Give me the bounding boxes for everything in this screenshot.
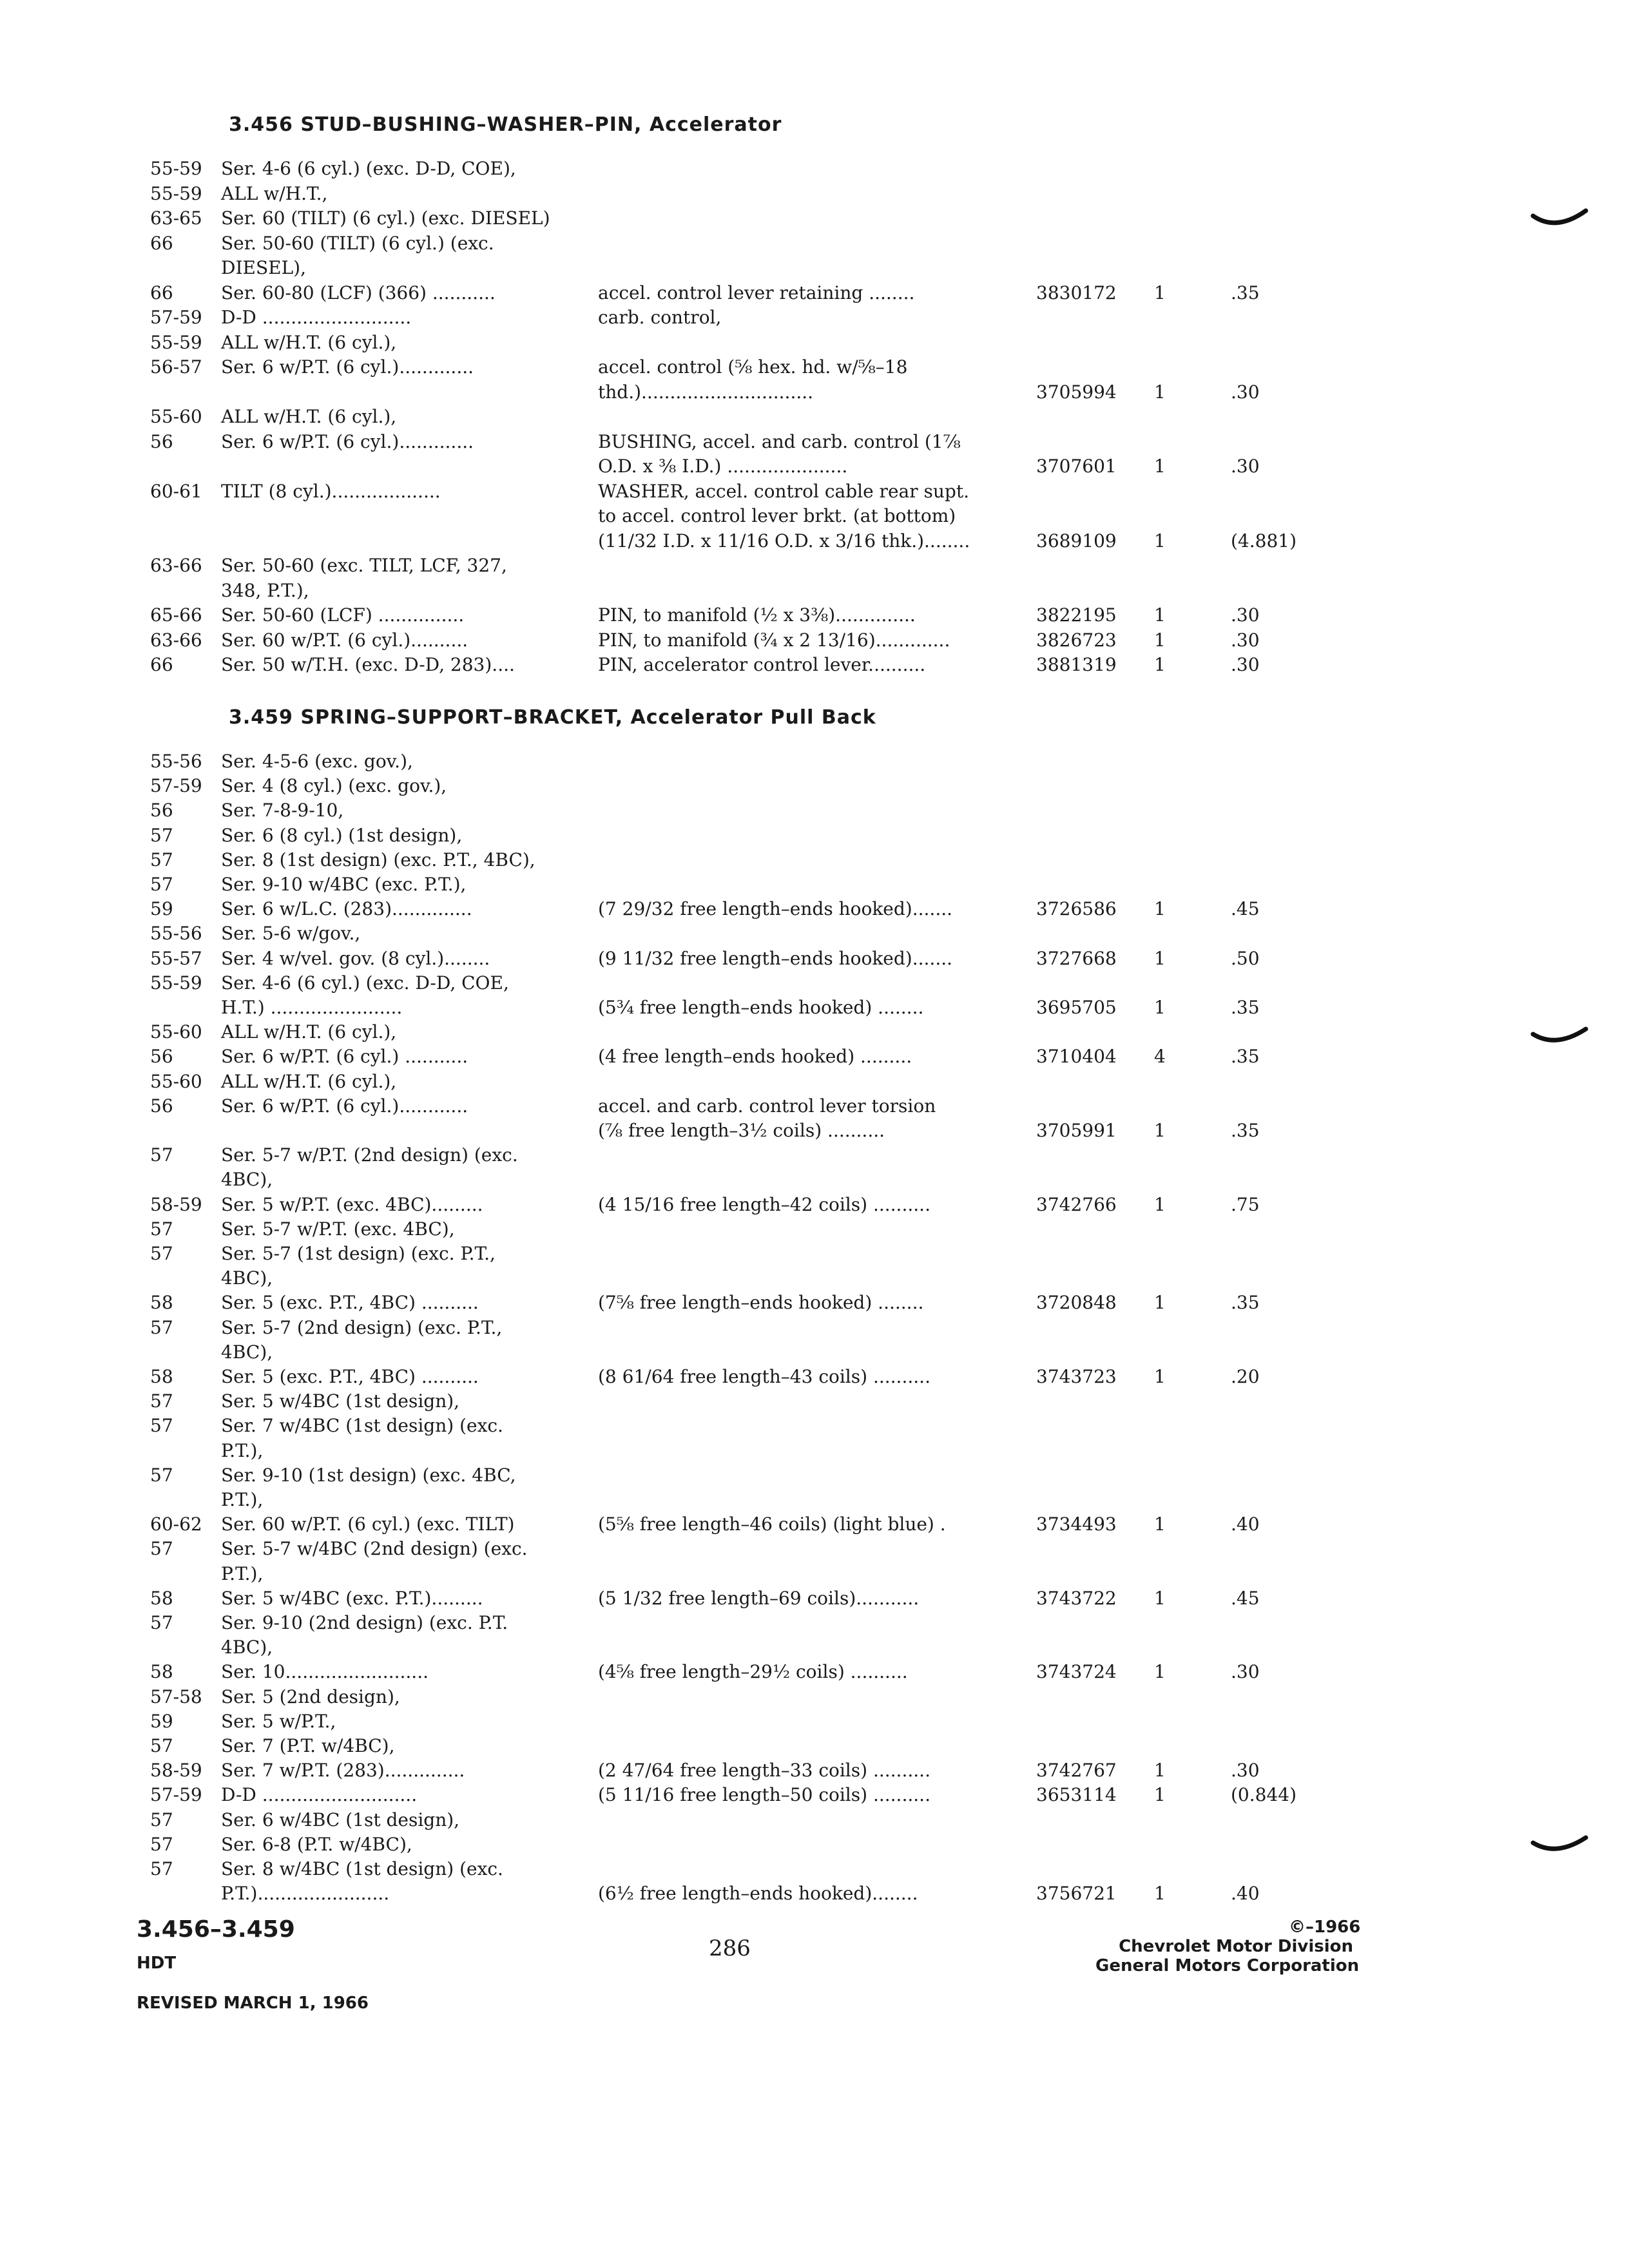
section-3459-row [0, 1389, 1629, 1414]
cell-price: (4.881) [1231, 530, 1297, 552]
cell-desc: (5 11/16 free length–50 coils) .......... [598, 1784, 930, 1806]
cell-desc: (7⅝ free length–ends hooked) ........ [598, 1292, 924, 1314]
cell-part-number: 3653114 [1036, 1784, 1117, 1806]
cell-year: 57-58 [150, 1686, 202, 1707]
cell-app: H.T.) ....................... [221, 997, 403, 1018]
cell-app: P.T.), [221, 1439, 264, 1461]
cell-part-number: 3830172 [1036, 282, 1117, 303]
footer-revised-date: REVISED MARCH 1, 1966 [137, 1994, 369, 2013]
cell-app: Ser. 5-6 w/gov., [221, 923, 361, 945]
cell-year: 57 [150, 1833, 173, 1855]
cell-app: 4BC), [221, 1169, 273, 1191]
section-3459-row [0, 1808, 1629, 1832]
cell-qty: 1 [1154, 1366, 1166, 1387]
section-3459-row [0, 995, 1629, 1020]
section-3459-row [0, 1168, 1629, 1192]
section-3456-row [0, 653, 1629, 677]
cell-qty: 1 [1154, 282, 1166, 303]
section-3459-row [0, 1242, 1629, 1266]
cell-qty: 1 [1154, 947, 1166, 969]
cell-year: 66 [150, 654, 173, 675]
section-3459-row [0, 1832, 1629, 1857]
cell-price: .30 [1231, 654, 1260, 675]
section-3459-row [0, 749, 1629, 774]
cell-price: .30 [1231, 604, 1260, 626]
cell-desc: (4 15/16 free length–42 coils) .......... [598, 1193, 930, 1215]
cell-app: Ser. 5 (2nd design), [221, 1686, 400, 1707]
section-3456-row [0, 182, 1629, 206]
section-3459-row [0, 1857, 1629, 1881]
cell-price: .20 [1231, 1366, 1260, 1387]
cell-desc: PIN, accelerator control lever.......... [598, 654, 926, 675]
section-3459-row [0, 1316, 1629, 1340]
cell-qty: 1 [1154, 604, 1166, 626]
cell-year: 57-59 [150, 307, 202, 328]
cell-app: ALL w/H.T., [221, 182, 328, 204]
cell-app: D-D .......................... [221, 307, 412, 328]
cell-app: Ser. 6-8 (P.T. w/4BC), [221, 1833, 412, 1855]
cell-year: 57 [150, 1218, 173, 1240]
cell-desc: (7 29/32 free length–ends hooked)....... [598, 898, 953, 920]
cell-year: 57-59 [150, 1784, 202, 1806]
section-3459-row [0, 1119, 1629, 1143]
cell-part-number: 3695705 [1036, 997, 1117, 1018]
page-number: 286 [709, 1936, 751, 1961]
section-3456-row [0, 305, 1629, 330]
section-3456-row [0, 430, 1629, 454]
cell-app: Ser. 5 w/P.T., [221, 1710, 336, 1732]
cell-qty: 1 [1154, 1784, 1166, 1806]
cell-year: 57 [150, 1144, 173, 1166]
cell-year: 66 [150, 232, 173, 254]
section-3459-row [0, 1512, 1629, 1537]
cell-app: DIESEL), [221, 257, 306, 278]
cell-qty: 1 [1154, 1120, 1166, 1141]
section-3459-row [0, 1685, 1629, 1709]
section-3456-row [0, 553, 1629, 578]
cell-price: .45 [1231, 1587, 1260, 1609]
cell-desc: to accel. control lever brkt. (at bottom) [598, 505, 956, 526]
cell-desc: (2 47/64 free length–33 coils) .......... [598, 1760, 930, 1782]
section-3459-row [0, 1635, 1629, 1660]
cell-year: 57 [150, 1464, 173, 1486]
cell-price: .30 [1231, 1661, 1260, 1683]
cell-app: Ser. 60 w/P.T. (6 cyl.).......... [221, 629, 468, 651]
cell-year: 57-59 [150, 775, 202, 797]
section-3459-row [0, 1611, 1629, 1635]
cell-year: 58-59 [150, 1760, 202, 1782]
cell-price: .35 [1231, 1292, 1260, 1314]
section-3456-row [0, 454, 1629, 479]
cell-year: 57 [150, 1858, 173, 1879]
cell-year: 57 [150, 1809, 173, 1831]
cell-app: ALL w/H.T. (6 cyl.), [221, 1070, 397, 1092]
cell-year: 55-59 [150, 158, 202, 179]
cell-price: .50 [1231, 947, 1260, 969]
cell-year: 58 [150, 1661, 173, 1683]
cell-app: Ser. 60 (TILT) (6 cyl.) (exc. DIESEL) [221, 207, 550, 229]
cell-part-number: 3743723 [1036, 1366, 1117, 1387]
cell-year: 56-57 [150, 356, 202, 378]
cell-qty: 1 [1154, 997, 1166, 1018]
cell-price: .35 [1231, 1120, 1260, 1141]
section-3456-row [0, 380, 1629, 405]
section-3459-row [0, 1758, 1629, 1783]
cell-app: Ser. 50-60 (TILT) (6 cyl.) (exc. [221, 232, 494, 254]
cell-part-number: 3743724 [1036, 1661, 1117, 1683]
cell-qty: 4 [1154, 1046, 1166, 1068]
section-3456-row [0, 256, 1629, 280]
cell-desc: (5 1/32 free length–69 coils)........... [598, 1587, 920, 1609]
cell-year: 57 [150, 1538, 173, 1560]
section-3456-row [0, 405, 1629, 429]
cell-year: 56 [150, 1046, 173, 1068]
cell-desc: carb. control, [598, 307, 722, 328]
cell-app: 4BC), [221, 1637, 273, 1658]
section-3459-row [0, 1020, 1629, 1044]
section-3459-row [0, 1881, 1629, 1906]
cell-price: .30 [1231, 456, 1260, 477]
cell-app: Ser. 6 w/P.T. (6 cyl.)............ [221, 1095, 468, 1117]
footer-copyright: ©–1966 [1289, 1917, 1361, 1937]
cell-app: Ser. 50-60 (exc. TILT, LCF, 327, [221, 555, 507, 576]
cell-app: P.T.), [221, 1489, 264, 1510]
section-3459-row [0, 1217, 1629, 1242]
cell-part-number: 3720848 [1036, 1292, 1117, 1314]
cell-year: 63-65 [150, 207, 202, 229]
cell-part-number: 3689109 [1036, 530, 1117, 552]
cell-qty: 1 [1154, 629, 1166, 651]
cell-year: 58 [150, 1587, 173, 1609]
section-3459-row [0, 1586, 1629, 1611]
cell-app: P.T.)....................... [221, 1883, 390, 1905]
cell-qty: 1 [1154, 530, 1166, 552]
cell-year: 55-59 [150, 331, 202, 353]
cell-price: .35 [1231, 1046, 1260, 1068]
cell-desc: (5¾ free length–ends hooked) ........ [598, 997, 924, 1018]
cell-app: 4BC), [221, 1341, 273, 1363]
cell-year: 55-60 [150, 1070, 202, 1092]
cell-app: Ser. 4-6 (6 cyl.) (exc. D-D, COE), [221, 158, 516, 179]
section-3459-row [0, 1463, 1629, 1488]
cell-app: Ser. 9-10 (1st design) (exc. 4BC, [221, 1464, 516, 1486]
cell-desc: accel. control (⅝ hex. hd. w/⅝–18 [598, 356, 908, 378]
cell-app: Ser. 5 (exc. P.T., 4BC) .......... [221, 1366, 479, 1387]
section-3456-row [0, 579, 1629, 603]
section-3459-row [0, 1439, 1629, 1463]
cell-year: 55-56 [150, 751, 202, 772]
section-3459-row [0, 1340, 1629, 1365]
cell-price: .30 [1231, 1760, 1260, 1782]
section-3459-row [0, 823, 1629, 848]
cell-qty: 1 [1154, 898, 1166, 920]
cell-qty: 1 [1154, 1587, 1166, 1609]
cell-part-number: 3707601 [1036, 456, 1117, 477]
cell-part-number: 3726586 [1036, 898, 1117, 920]
cell-app: Ser. 5 w/4BC (exc. P.T.)......... [221, 1587, 483, 1609]
section-3459-row [0, 798, 1629, 823]
cell-price: .40 [1231, 1883, 1260, 1905]
cell-desc: (4⅝ free length–29½ coils) .......... [598, 1661, 908, 1683]
cell-part-number: 3705994 [1036, 381, 1117, 403]
section-3459-row [0, 1709, 1629, 1734]
cell-year: 65-66 [150, 604, 202, 626]
section-3459-row [0, 848, 1629, 872]
footer-corporation: General Motors Corporation [1095, 1956, 1360, 1975]
cell-year: 56 [150, 1095, 173, 1117]
section-3456-row [0, 355, 1629, 380]
cell-desc: (4 free length–ends hooked) ......... [598, 1046, 912, 1068]
cell-app: Ser. 6 w/4BC (1st design), [221, 1809, 460, 1831]
cell-year: 57 [150, 824, 173, 846]
footer-section-range: 3.456–3.459 [137, 1916, 295, 1943]
cell-year: 58 [150, 1366, 173, 1387]
footer-division: Chevrolet Motor Division [1119, 1937, 1353, 1956]
section-3459-row [0, 1266, 1629, 1291]
section-3459-title: 3.459 SPRING–SUPPORT–BRACKET, Accelerator Pull Back [229, 706, 876, 729]
cell-qty: 1 [1154, 456, 1166, 477]
section-3456-row [0, 529, 1629, 553]
cell-year: 63-66 [150, 555, 202, 576]
cell-year: 57 [150, 874, 173, 895]
cell-app: Ser. 7 (P.T. w/4BC), [221, 1735, 395, 1756]
section-3459-row [0, 872, 1629, 897]
section-3456-row [0, 628, 1629, 653]
section-3459-row [0, 1094, 1629, 1119]
footer-code: HDT [137, 1954, 177, 1973]
cell-app: Ser. 6 w/P.T. (6 cyl.)............. [221, 356, 474, 378]
cell-year: 55-60 [150, 1021, 202, 1043]
cell-desc: (⅞ free length–3½ coils) .......... [598, 1120, 885, 1141]
cell-qty: 1 [1154, 654, 1166, 675]
cell-app: Ser. 5-7 w/P.T. (exc. 4BC), [221, 1218, 455, 1240]
cell-app: Ser. 4 w/vel. gov. (8 cyl.)........ [221, 947, 490, 969]
cell-qty: 1 [1154, 1760, 1166, 1782]
section-3459-row [0, 1562, 1629, 1586]
cell-part-number: 3756721 [1036, 1883, 1117, 1905]
section-3459-row [0, 1143, 1629, 1168]
section-3456-title: 3.456 STUD–BUSHING–WASHER–PIN, Accelerator [229, 113, 782, 136]
cell-app: ALL w/H.T. (6 cyl.), [221, 1021, 397, 1043]
section-3459-row [0, 1070, 1629, 1094]
cell-app: Ser. 7 w/4BC (1st design) (exc. [221, 1415, 503, 1437]
cell-desc: PIN, to manifold (½ x 3⅜).............. [598, 604, 916, 626]
section-3456-row [0, 504, 1629, 528]
cell-qty: 1 [1154, 1883, 1166, 1905]
cell-app: ALL w/H.T. (6 cyl.), [221, 406, 397, 427]
cell-desc: (8 61/64 free length–43 coils) .......... [598, 1366, 930, 1387]
cell-desc: O.D. x ⅜ I.D.) ..................... [598, 456, 848, 477]
cell-app: Ser. 9-10 w/4BC (exc. P.T.), [221, 874, 467, 895]
cell-app: 4BC), [221, 1267, 273, 1289]
section-3459-row [0, 1044, 1629, 1069]
cell-app: Ser. 7-8-9-10, [221, 800, 344, 822]
section-3459-row [0, 774, 1629, 798]
cell-app: Ser. 5 w/P.T. (exc. 4BC)......... [221, 1193, 483, 1215]
cell-app: Ser. 5 w/4BC (1st design), [221, 1390, 460, 1412]
cell-app: D-D ........................... [221, 1784, 418, 1806]
cell-desc: thd.).............................. [598, 381, 814, 403]
cell-app: Ser. 8 w/4BC (1st design) (exc. [221, 1858, 503, 1879]
cell-price: .30 [1231, 381, 1260, 403]
cell-part-number: 3734493 [1036, 1514, 1117, 1535]
cell-year: 60-62 [150, 1514, 202, 1535]
cell-year: 57 [150, 1316, 173, 1338]
cell-qty: 1 [1154, 1661, 1166, 1683]
cell-qty: 1 [1154, 381, 1166, 403]
cell-year: 58-59 [150, 1193, 202, 1215]
binder-mark-top [1530, 203, 1588, 235]
cell-qty: 1 [1154, 1514, 1166, 1535]
cell-year: 55-59 [150, 972, 202, 994]
cell-year: 55-59 [150, 182, 202, 204]
cell-year: 60-61 [150, 480, 202, 502]
cell-part-number: 3710404 [1036, 1046, 1117, 1068]
section-3459-row [0, 897, 1629, 921]
cell-app: Ser. 5 (exc. P.T., 4BC) .......... [221, 1292, 479, 1314]
section-3456-row [0, 206, 1629, 231]
cell-app: 348, P.T.), [221, 579, 309, 601]
section-3459-row [0, 1537, 1629, 1561]
cell-year: 57 [150, 1243, 173, 1264]
cell-desc: BUSHING, accel. and carb. control (1⅞ [598, 430, 961, 452]
cell-app: Ser. 8 (1st design) (exc. P.T., 4BC), [221, 849, 535, 870]
cell-part-number: 3742766 [1036, 1193, 1117, 1215]
cell-desc: WASHER, accel. control cable rear supt. [598, 480, 969, 502]
section-3459-row [0, 1291, 1629, 1315]
binder-mark-middle [1530, 1021, 1588, 1053]
cell-price: .45 [1231, 898, 1260, 920]
cell-year: 56 [150, 800, 173, 822]
cell-year: 56 [150, 430, 173, 452]
cell-qty: 1 [1154, 1193, 1166, 1215]
cell-app: Ser. 10......................... [221, 1661, 429, 1683]
cell-year: 59 [150, 898, 173, 920]
cell-part-number: 3727668 [1036, 947, 1117, 969]
cell-app: Ser. 5-7 w/4BC (2nd design) (exc. [221, 1538, 528, 1560]
section-3456-row [0, 157, 1629, 181]
cell-app: Ser. 4 (8 cyl.) (exc. gov.), [221, 775, 447, 797]
cell-app: P.T.), [221, 1562, 264, 1584]
cell-desc: (6½ free length–ends hooked)........ [598, 1883, 918, 1905]
cell-desc: (9 11/32 free length–ends hooked)....... [598, 947, 953, 969]
cell-part-number: 3826723 [1036, 629, 1117, 651]
section-3459-row [0, 971, 1629, 995]
cell-app: Ser. 7 w/P.T. (283).............. [221, 1760, 465, 1782]
cell-year: 57 [150, 1415, 173, 1437]
cell-part-number: 3822195 [1036, 604, 1117, 626]
cell-price: .35 [1231, 997, 1260, 1018]
section-3459-row [0, 1365, 1629, 1389]
cell-app: Ser. 60-80 (LCF) (366) ........... [221, 282, 496, 303]
cell-year: 57 [150, 1390, 173, 1412]
cell-year: 55-57 [150, 947, 202, 969]
cell-desc: (5⅝ free length–46 coils) (light blue) . [598, 1514, 946, 1535]
cell-app: ALL w/H.T. (6 cyl.), [221, 331, 397, 353]
cell-app: Ser. 50-60 (LCF) ............... [221, 604, 465, 626]
cell-year: 57 [150, 849, 173, 870]
section-3459-row [0, 947, 1629, 971]
section-3456-row [0, 281, 1629, 305]
cell-desc: (11/32 I.D. x 11/16 O.D. x 3/16 thk.)........ [598, 530, 970, 552]
section-3459-row [0, 1488, 1629, 1512]
cell-app: Ser. 4-6 (6 cyl.) (exc. D-D, COE, [221, 972, 509, 994]
section-3456-row [0, 603, 1629, 628]
cell-year: 57 [150, 1735, 173, 1756]
cell-app: Ser. 5-7 w/P.T. (2nd design) (exc. [221, 1144, 518, 1166]
cell-part-number: 3705991 [1036, 1120, 1117, 1141]
cell-app: Ser. 6 w/L.C. (283).............. [221, 898, 472, 920]
cell-app: Ser. 5-7 (2nd design) (exc. P.T., [221, 1316, 503, 1338]
cell-app: Ser. 5-7 (1st design) (exc. P.T., [221, 1243, 496, 1264]
cell-price: (0.844) [1231, 1784, 1297, 1806]
cell-app: Ser. 6 w/P.T. (6 cyl.)............. [221, 430, 474, 452]
cell-desc: accel. and carb. control lever torsion [598, 1095, 936, 1117]
section-3459-row [0, 1414, 1629, 1438]
cell-app: Ser. 50 w/T.H. (exc. D-D, 283).... [221, 654, 515, 675]
cell-year: 57 [150, 1612, 173, 1633]
binder-mark-bottom [1530, 1830, 1588, 1862]
cell-desc: accel. control lever retaining ........ [598, 282, 915, 303]
cell-year: 63-66 [150, 629, 202, 651]
cell-desc: PIN, to manifold (¾ x 2 13/16)............. [598, 629, 950, 651]
section-3459-row [0, 1193, 1629, 1217]
section-3456-row [0, 231, 1629, 256]
cell-app: Ser. 6 w/P.T. (6 cyl.) ........... [221, 1046, 468, 1068]
cell-app: TILT (8 cyl.)................... [221, 480, 441, 502]
cell-app: Ser. 6 (8 cyl.) (1st design), [221, 824, 463, 846]
cell-year: 66 [150, 282, 173, 303]
cell-part-number: 3742767 [1036, 1760, 1117, 1782]
cell-price: .40 [1231, 1514, 1260, 1535]
cell-part-number: 3881319 [1036, 654, 1117, 675]
cell-qty: 1 [1154, 1292, 1166, 1314]
section-3459-row [0, 921, 1629, 946]
cell-app: Ser. 4-5-6 (exc. gov.), [221, 751, 413, 772]
cell-price: .30 [1231, 629, 1260, 651]
section-3459-row [0, 1734, 1629, 1758]
cell-year: 58 [150, 1292, 173, 1314]
cell-year: 59 [150, 1710, 173, 1732]
cell-price: .75 [1231, 1193, 1260, 1215]
cell-year: 55-60 [150, 406, 202, 427]
section-3459-row [0, 1783, 1629, 1807]
section-3459-row [0, 1660, 1629, 1684]
cell-app: Ser. 9-10 (2nd design) (exc. P.T. [221, 1612, 508, 1633]
cell-part-number: 3743722 [1036, 1587, 1117, 1609]
section-3456-row [0, 479, 1629, 504]
cell-price: .35 [1231, 282, 1260, 303]
cell-app: Ser. 60 w/P.T. (6 cyl.) (exc. TILT) [221, 1514, 515, 1535]
section-3456-row [0, 331, 1629, 355]
cell-year: 55-56 [150, 923, 202, 945]
